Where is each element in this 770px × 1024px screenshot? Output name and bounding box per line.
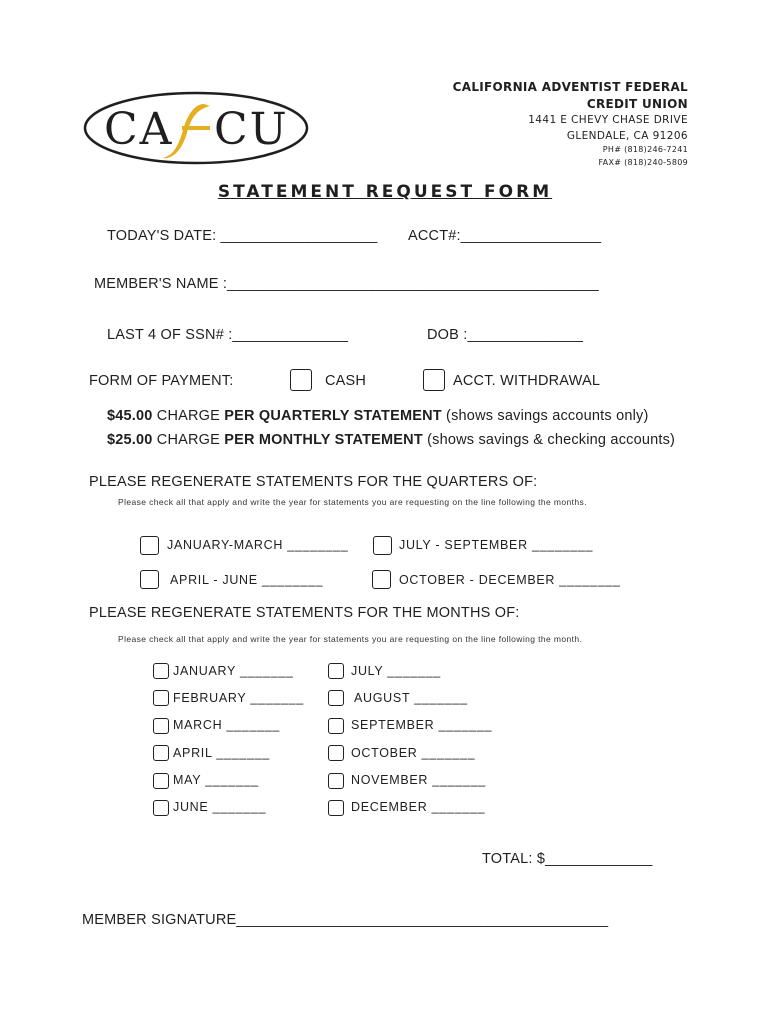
months-note: Please check all that apply and write the year for statements you are requesting on the line following the month. xyxy=(118,634,583,644)
month-checkbox-march[interactable] xyxy=(153,718,169,734)
monthly-charge-mid: CHARGE xyxy=(152,432,225,448)
quarter-checkbox-jul-sep[interactable] xyxy=(373,536,392,555)
address-line1: 1441 E CHEVY CHASE DRIVE xyxy=(528,114,688,126)
member-name-field[interactable]: MEMBER'S NAME :_____________________________________________ xyxy=(94,276,599,292)
quarters-note: Please check all that apply and write the year for statements you are requesting on the line following the months. xyxy=(118,497,587,507)
org-name-line1: CALIFORNIA ADVENTIST FEDERAL xyxy=(452,80,688,94)
month-label-october: OCTOBER _______ xyxy=(351,746,476,760)
month-label-january: JANUARY _______ xyxy=(173,664,294,678)
quarter-label-oct-dec: OCTOBER - DECEMBER ________ xyxy=(399,573,621,587)
months-heading: PLEASE REGENERATE STATEMENTS FOR THE MONTHS OF: xyxy=(89,605,520,621)
todays-date-field[interactable]: TODAY'S DATE: ___________________ xyxy=(107,228,378,244)
month-label-november: NOVEMBER _______ xyxy=(351,773,486,787)
month-label-july: JULY _______ xyxy=(351,664,441,678)
cash-checkbox[interactable] xyxy=(290,369,312,391)
month-checkbox-august[interactable] xyxy=(328,690,344,706)
month-checkbox-june[interactable] xyxy=(153,800,169,816)
month-checkbox-january[interactable] xyxy=(153,663,169,679)
quarter-checkbox-jan-mar[interactable] xyxy=(140,536,159,555)
org-name-line2: CREDIT UNION xyxy=(586,97,688,111)
ssn-field[interactable]: LAST 4 OF SSN# :______________ xyxy=(107,327,349,343)
payment-label: FORM OF PAYMENT: xyxy=(89,373,234,389)
quarterly-charge-mid: CHARGE xyxy=(152,408,225,424)
fax-number: FAX# (818)240-5809 xyxy=(598,158,688,167)
quarter-label-jul-sep: JULY - SEPTEMBER ________ xyxy=(399,538,594,552)
quarters-heading: PLEASE REGENERATE STATEMENTS FOR THE QUARTERS OF: xyxy=(89,474,538,490)
logo-text-right: CU xyxy=(214,104,289,155)
month-checkbox-february[interactable] xyxy=(153,690,169,706)
phone-number: PH# (818)246-7241 xyxy=(602,145,688,154)
month-checkbox-october[interactable] xyxy=(328,745,344,761)
quarterly-charge-bold: PER QUARTERLY STATEMENT xyxy=(224,408,442,424)
logo-text-left: CA xyxy=(104,104,174,155)
monthly-charge-note: (shows savings & checking accounts) xyxy=(422,432,676,448)
logo xyxy=(82,90,310,166)
month-checkbox-april[interactable] xyxy=(153,745,169,761)
cash-label: CASH xyxy=(325,373,367,389)
month-label-september: SEPTEMBER _______ xyxy=(351,718,493,732)
member-signature-field[interactable]: MEMBER SIGNATURE_____________________________________________ xyxy=(82,912,609,928)
acct-withdrawal-label: ACCT. WITHDRAWAL xyxy=(453,373,601,389)
monthly-charge-text xyxy=(107,432,675,448)
quarterly-charge-amount: $45.00 xyxy=(107,408,153,424)
month-checkbox-september[interactable] xyxy=(328,718,344,734)
month-label-december: DECEMBER _______ xyxy=(351,800,486,814)
monthly-charge-amount: $25.00 xyxy=(107,432,153,448)
month-checkbox-december[interactable] xyxy=(328,800,344,816)
address-line2: GLENDALE, CA 91206 xyxy=(566,130,688,142)
form-title: STATEMENT REQUEST FORM xyxy=(217,182,553,202)
month-label-june: JUNE _______ xyxy=(173,800,267,814)
dob-field[interactable]: DOB :______________ xyxy=(427,327,584,343)
month-label-february: FEBRUARY _______ xyxy=(173,691,304,705)
month-label-august: AUGUST _______ xyxy=(354,691,468,705)
month-label-may: MAY _______ xyxy=(173,773,259,787)
month-checkbox-may[interactable] xyxy=(153,773,169,789)
month-checkbox-july[interactable] xyxy=(328,663,344,679)
quarterly-charge-note: (shows savings accounts only) xyxy=(441,408,649,424)
quarter-label-apr-jun: APRIL - JUNE ________ xyxy=(170,573,324,587)
quarterly-charge-text xyxy=(107,408,649,424)
acct-number-field[interactable]: ACCT#:_________________ xyxy=(408,228,602,244)
acct-withdrawal-checkbox[interactable] xyxy=(423,369,445,391)
quarter-checkbox-apr-jun[interactable] xyxy=(140,570,159,589)
month-checkbox-november[interactable] xyxy=(328,773,344,789)
month-label-april: APRIL _______ xyxy=(173,746,270,760)
month-label-march: MARCH _______ xyxy=(173,718,281,732)
monthly-charge-bold: PER MONTHLY STATEMENT xyxy=(224,432,423,448)
quarter-label-jan-mar: JANUARY-MARCH ________ xyxy=(167,538,349,552)
total-field[interactable]: TOTAL: $_____________ xyxy=(482,851,653,867)
quarter-checkbox-oct-dec[interactable] xyxy=(372,570,391,589)
